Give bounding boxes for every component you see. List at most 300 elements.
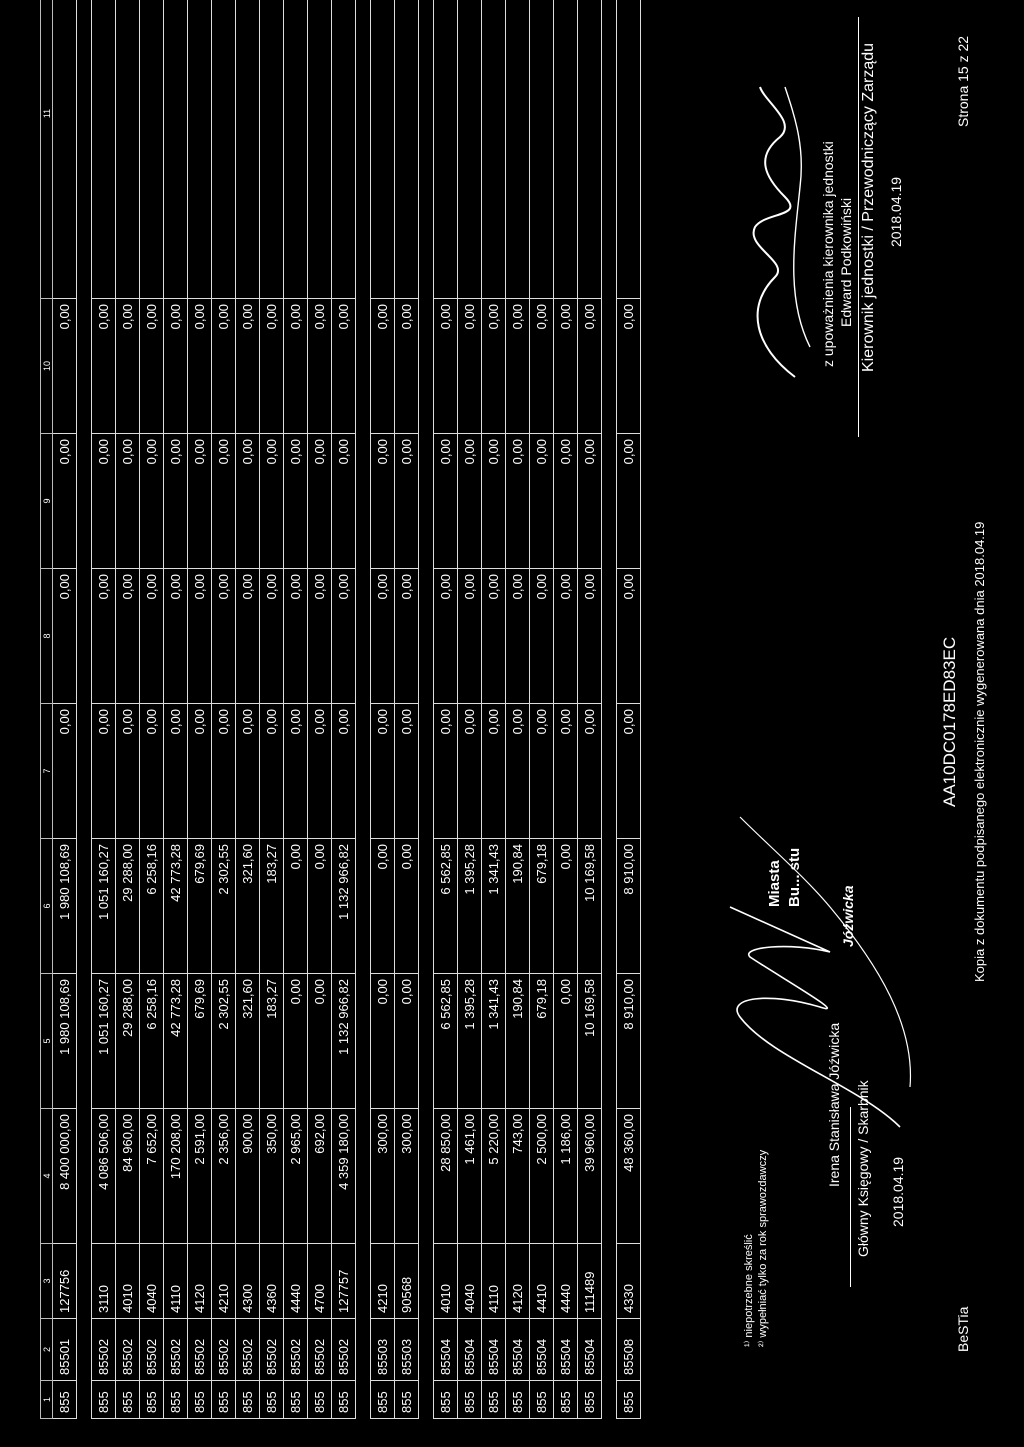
table-cell: 85502 — [92, 1319, 116, 1381]
table-cell: 0,00 — [308, 434, 332, 569]
table-cell: 4210 — [371, 1244, 395, 1319]
table-cell: 0,00 — [506, 704, 530, 839]
table-cell — [530, 0, 554, 299]
table-cell: 85502 — [284, 1319, 308, 1381]
table-cell: 42 773,28 — [164, 974, 188, 1109]
table-cell: 0,00 — [434, 434, 458, 569]
table-cell: 85502 — [260, 1319, 284, 1381]
table-row — [140, 0, 164, 1419]
table-cell: 111489 — [578, 1244, 602, 1319]
table-cell: 4010 — [116, 1244, 140, 1319]
table-cell: 2 302,55 — [212, 974, 236, 1109]
table-cell: 0,00 — [236, 704, 260, 839]
table-cell: 4110 — [164, 1244, 188, 1319]
table-cell: 0,00 — [92, 299, 116, 434]
table-cell: 855 — [482, 1381, 506, 1419]
table-cell: 0,00 — [530, 299, 554, 434]
table-cell: 0,00 — [116, 569, 140, 704]
table-cell: 855 — [188, 1381, 212, 1419]
table-row — [92, 0, 116, 1419]
table-cell: 127756 — [53, 1244, 77, 1319]
authorization-note: z upoważnienia kierownika jednostki — [820, 141, 836, 367]
table-cell: 0,00 — [617, 704, 641, 839]
budget-table — [40, 0, 641, 1419]
table-cell: 1 461,00 — [458, 1109, 482, 1244]
column-number: 2 — [41, 1319, 53, 1381]
table-cell: 1 395,28 — [458, 839, 482, 974]
table-cell: 4120 — [188, 1244, 212, 1319]
table-cell: 39 960,00 — [578, 1109, 602, 1244]
table-cell: 1 341,43 — [482, 974, 506, 1109]
table-cell: 0,00 — [140, 434, 164, 569]
table-cell: 855 — [434, 1381, 458, 1419]
table-cell: 127757 — [332, 1244, 356, 1319]
table-cell: 0,00 — [458, 299, 482, 434]
table-cell: 0,00 — [395, 434, 419, 569]
table-cell: 0,00 — [92, 704, 116, 839]
table-cell: 0,00 — [308, 299, 332, 434]
table-cell: 0,00 — [212, 299, 236, 434]
table-row — [578, 0, 602, 1419]
table-cell: 0,00 — [284, 974, 308, 1109]
table-cell: 170 208,00 — [164, 1109, 188, 1244]
table-cell: 0,00 — [164, 434, 188, 569]
table-cell: 855 — [458, 1381, 482, 1419]
page-number: Strona 15 z 22 — [955, 35, 971, 127]
table-cell: 0,00 — [116, 434, 140, 569]
table-cell: 85504 — [482, 1319, 506, 1381]
table-cell: 855 — [260, 1381, 284, 1419]
table-cell: 4410 — [530, 1244, 554, 1319]
table-cell — [308, 0, 332, 299]
table-cell: 85504 — [458, 1319, 482, 1381]
group-separator — [602, 0, 617, 1419]
table-cell: 1 980 108,69 — [53, 839, 77, 974]
table-cell: 321,60 — [236, 839, 260, 974]
table-cell: 0,00 — [530, 569, 554, 704]
table-cell: 0,00 — [395, 569, 419, 704]
table-row — [434, 0, 458, 1419]
table-row — [617, 0, 641, 1419]
table-cell: 855 — [116, 1381, 140, 1419]
table-cell: 4 086 506,00 — [92, 1109, 116, 1244]
table-row — [371, 0, 395, 1419]
table-cell: 0,00 — [284, 569, 308, 704]
table-cell: 4010 — [434, 1244, 458, 1319]
table-row — [116, 0, 140, 1419]
table-cell: 4120 — [506, 1244, 530, 1319]
table-cell: 0,00 — [395, 704, 419, 839]
table-cell: 855 — [617, 1381, 641, 1419]
table-cell: 0,00 — [53, 704, 77, 839]
table-cell: 0,00 — [506, 434, 530, 569]
table-row — [260, 0, 284, 1419]
table-cell: 0,00 — [308, 704, 332, 839]
table-cell: 6 258,16 — [140, 974, 164, 1109]
table-cell: 679,69 — [188, 839, 212, 974]
table-cell: 0,00 — [140, 569, 164, 704]
table-cell: 0,00 — [482, 299, 506, 434]
table-cell: 0,00 — [554, 434, 578, 569]
table-cell: 4360 — [260, 1244, 284, 1319]
group-separator — [77, 0, 92, 1419]
table-cell: 85502 — [308, 1319, 332, 1381]
table-cell: 855 — [554, 1381, 578, 1419]
table-cell: 85502 — [140, 1319, 164, 1381]
table-cell: 1 186,00 — [554, 1109, 578, 1244]
table-cell: 8 400 000,00 — [53, 1109, 77, 1244]
table-cell: 0,00 — [617, 299, 641, 434]
manager-date: 2018.04.19 — [888, 176, 904, 247]
table-cell: 48 360,00 — [617, 1109, 641, 1244]
table-row — [236, 0, 260, 1419]
table-cell: 1 051 160,27 — [92, 974, 116, 1109]
table-cell — [116, 0, 140, 299]
table-cell: 0,00 — [371, 704, 395, 839]
table-cell: 190,84 — [506, 974, 530, 1109]
table-cell: 0,00 — [284, 299, 308, 434]
stamp-text-1: Miasta — [766, 860, 783, 907]
table-cell: 855 — [395, 1381, 419, 1419]
table-cell: 5 220,00 — [482, 1109, 506, 1244]
table-cell: 190,84 — [506, 839, 530, 974]
table-cell: 6 562,85 — [434, 974, 458, 1109]
table-cell — [332, 0, 356, 299]
table-cell: 4300 — [236, 1244, 260, 1319]
table-cell: 0,00 — [578, 434, 602, 569]
table-cell — [458, 0, 482, 299]
table-cell: 4330 — [617, 1244, 641, 1319]
table-cell: 0,00 — [236, 299, 260, 434]
table-cell: 0,00 — [53, 569, 77, 704]
footnote-2: ²⁾ wypełniać tylko za rok sprawozdawczy — [757, 1149, 769, 1347]
table-cell: 0,00 — [212, 704, 236, 839]
table-cell: 855 — [332, 1381, 356, 1419]
software-name: BeSTia — [955, 1306, 971, 1352]
table-cell: 0,00 — [458, 704, 482, 839]
table-cell: 0,00 — [53, 299, 77, 434]
table-cell — [284, 0, 308, 299]
table-cell: 855 — [506, 1381, 530, 1419]
table-cell: 855 — [164, 1381, 188, 1419]
table-cell: 0,00 — [371, 299, 395, 434]
table-cell: 4700 — [308, 1244, 332, 1319]
table-cell: 0,00 — [458, 434, 482, 569]
table-cell: 679,69 — [188, 974, 212, 1109]
table-cell: 0,00 — [395, 299, 419, 434]
table-cell: 85504 — [434, 1319, 458, 1381]
manager-signature — [725, 67, 835, 387]
column-number: 8 — [41, 569, 53, 704]
column-number: 9 — [41, 434, 53, 569]
group-separator — [356, 0, 371, 1419]
table-cell: 85504 — [554, 1319, 578, 1381]
table-cell: 183,27 — [260, 974, 284, 1109]
table-cell: 85502 — [188, 1319, 212, 1381]
table-cell: 350,00 — [260, 1109, 284, 1244]
table-cell: 85502 — [236, 1319, 260, 1381]
table-cell: 0,00 — [260, 299, 284, 434]
table-cell: 85504 — [578, 1319, 602, 1381]
table-cell: 2 965,00 — [284, 1109, 308, 1244]
column-number-row — [41, 0, 53, 1419]
table-cell — [482, 0, 506, 299]
table-cell: 0,00 — [236, 434, 260, 569]
table-cell: 0,00 — [260, 434, 284, 569]
table-cell: 1 395,28 — [458, 974, 482, 1109]
table-cell — [617, 0, 641, 299]
table-row — [530, 0, 554, 1419]
table-row — [482, 0, 506, 1419]
column-number: 3 — [41, 1244, 53, 1319]
table-cell: 855 — [212, 1381, 236, 1419]
table-cell: 3110 — [92, 1244, 116, 1319]
table-cell: 0,00 — [164, 704, 188, 839]
table-cell: 855 — [284, 1381, 308, 1419]
table-cell: 0,00 — [308, 839, 332, 974]
table-cell: 0,00 — [434, 569, 458, 704]
stamp-text-2: Bu... stu — [786, 847, 803, 907]
table-cell: 0,00 — [284, 704, 308, 839]
table-row — [284, 0, 308, 1419]
table-cell — [236, 0, 260, 299]
table-cell: 855 — [92, 1381, 116, 1419]
column-number: 6 — [41, 839, 53, 974]
table-cell — [554, 0, 578, 299]
table-cell: 2 500,00 — [530, 1109, 554, 1244]
table-cell: 29 288,00 — [116, 839, 140, 974]
table-cell — [578, 0, 602, 299]
table-cell: 1 980 108,69 — [53, 974, 77, 1109]
table-cell: 0,00 — [212, 434, 236, 569]
chief-accountant-role: Główny Księgowy / Skarbnik — [855, 1080, 871, 1257]
table-row — [332, 0, 356, 1419]
table-cell: 692,00 — [308, 1109, 332, 1244]
table-row — [506, 0, 530, 1419]
table-cell: 4110 — [482, 1244, 506, 1319]
table-cell: 0,00 — [92, 569, 116, 704]
table-cell: 0,00 — [260, 704, 284, 839]
table-cell: 4210 — [212, 1244, 236, 1319]
table-cell: 4440 — [554, 1244, 578, 1319]
table-cell: 855 — [140, 1381, 164, 1419]
table-cell: 300,00 — [371, 1109, 395, 1244]
table-cell: 0,00 — [260, 569, 284, 704]
table-cell: 85503 — [371, 1319, 395, 1381]
table-cell: 1 132 966,82 — [332, 839, 356, 974]
table-cell — [53, 0, 77, 299]
table-cell: 8 910,00 — [617, 974, 641, 1109]
column-number: 4 — [41, 1109, 53, 1244]
table-cell: 90568 — [395, 1244, 419, 1319]
table-cell — [371, 0, 395, 299]
table-cell: 2 591,00 — [188, 1109, 212, 1244]
table-cell: 0,00 — [140, 299, 164, 434]
table-cell: 10 169,58 — [578, 974, 602, 1109]
table-cell: 0,00 — [371, 839, 395, 974]
table-cell: 0,00 — [578, 704, 602, 839]
table-cell: 0,00 — [578, 299, 602, 434]
table-cell: 85501 — [53, 1319, 77, 1381]
table-cell: 2 356,00 — [212, 1109, 236, 1244]
table-cell: 0,00 — [188, 299, 212, 434]
table-cell: 0,00 — [116, 704, 140, 839]
column-number: 7 — [41, 704, 53, 839]
table-cell: 0,00 — [332, 569, 356, 704]
table-cell: 0,00 — [434, 299, 458, 434]
table-cell: 10 169,58 — [578, 839, 602, 974]
table-cell — [188, 0, 212, 299]
manager-name: Edward Podkowiński — [838, 197, 854, 327]
table-cell: 855 — [308, 1381, 332, 1419]
table-cell: 0,00 — [308, 974, 332, 1109]
table-cell: 0,00 — [212, 569, 236, 704]
table-cell: 85504 — [530, 1319, 554, 1381]
column-number: 10 — [41, 299, 53, 434]
table-cell: 855 — [530, 1381, 554, 1419]
footnote-1: ¹⁾ niepotrzebne skreślić — [743, 1234, 755, 1347]
table-cell: 0,00 — [395, 839, 419, 974]
table-cell: 0,00 — [554, 299, 578, 434]
table-cell: 679,18 — [530, 974, 554, 1109]
table-cell: 0,00 — [482, 569, 506, 704]
table-cell: 855 — [371, 1381, 395, 1419]
table-cell: 0,00 — [506, 569, 530, 704]
table-cell: 321,60 — [236, 974, 260, 1109]
table-cell: 28 850,00 — [434, 1109, 458, 1244]
table-cell: 0,00 — [188, 434, 212, 569]
table-cell: 4440 — [284, 1244, 308, 1319]
table-cell: 4 359 180,00 — [332, 1109, 356, 1244]
table-cell: 0,00 — [284, 434, 308, 569]
table-cell: 85502 — [116, 1319, 140, 1381]
table-cell: 0,00 — [308, 569, 332, 704]
table-row — [164, 0, 188, 1419]
table-cell: 0,00 — [554, 569, 578, 704]
table-cell: 0,00 — [371, 434, 395, 569]
table-cell: 0,00 — [554, 839, 578, 974]
table-cell: 0,00 — [188, 704, 212, 839]
table-cell: 0,00 — [395, 974, 419, 1109]
electronic-copy-note: Kopia z dokumentu podpisanego elektronicznie wygenerowana dnia 2018.04.19 — [972, 521, 987, 982]
table-cell: 0,00 — [371, 569, 395, 704]
table-cell — [395, 0, 419, 299]
table-cell: 85504 — [506, 1319, 530, 1381]
table-row — [308, 0, 332, 1419]
table-cell: 8 910,00 — [617, 839, 641, 974]
table-cell: 2 302,55 — [212, 839, 236, 974]
column-number: 5 — [41, 974, 53, 1109]
table-cell: 1 051 160,27 — [92, 839, 116, 974]
table-cell: 679,18 — [530, 839, 554, 974]
column-number: 11 — [41, 0, 53, 299]
table-cell: 0,00 — [164, 299, 188, 434]
table-cell: 84 960,00 — [116, 1109, 140, 1244]
table-row — [458, 0, 482, 1419]
table-cell: 0,00 — [482, 434, 506, 569]
manager-signature-line — [858, 17, 859, 437]
table-cell — [260, 0, 284, 299]
table-cell: 85503 — [395, 1319, 419, 1381]
table-cell: 855 — [578, 1381, 602, 1419]
table-cell — [92, 0, 116, 299]
table-cell — [212, 0, 236, 299]
table-cell: 0,00 — [458, 569, 482, 704]
table-cell: 183,27 — [260, 839, 284, 974]
table-cell: 0,00 — [482, 704, 506, 839]
table-cell: 0,00 — [506, 299, 530, 434]
official-stamp — [760, 807, 860, 967]
table-cell: 300,00 — [395, 1109, 419, 1244]
table-cell: 743,00 — [506, 1109, 530, 1244]
table-cell: 0,00 — [617, 569, 641, 704]
table-cell: 0,00 — [332, 434, 356, 569]
table-cell: 85508 — [617, 1319, 641, 1381]
table-cell — [140, 0, 164, 299]
table-row — [395, 0, 419, 1419]
table-cell: 6 562,85 — [434, 839, 458, 974]
table-cell: 0,00 — [332, 704, 356, 839]
table-cell: 0,00 — [554, 974, 578, 1109]
table-row — [554, 0, 578, 1419]
table-cell: 0,00 — [164, 569, 188, 704]
table-cell: 4040 — [140, 1244, 164, 1319]
table-cell: 0,00 — [236, 569, 260, 704]
table-cell: 1 341,43 — [482, 839, 506, 974]
table-cell: 85502 — [212, 1319, 236, 1381]
table-cell: 900,00 — [236, 1109, 260, 1244]
table-cell: 855 — [53, 1381, 77, 1419]
manager-role: Kierownik jednostki / Przewodniczący Zarządu — [860, 42, 877, 372]
table-cell: 0,00 — [617, 434, 641, 569]
stamp-text-3: Jóźwicka — [840, 885, 856, 947]
table-cell: 0,00 — [530, 434, 554, 569]
table-cell: 29 288,00 — [116, 974, 140, 1109]
table-cell: 0,00 — [284, 839, 308, 974]
table-cell: 0,00 — [92, 434, 116, 569]
table-cell: 85502 — [164, 1319, 188, 1381]
table-cell: 7 652,00 — [140, 1109, 164, 1244]
table-cell: 0,00 — [116, 299, 140, 434]
column-number: 1 — [41, 1381, 53, 1419]
table-cell: 0,00 — [371, 974, 395, 1109]
table-row — [188, 0, 212, 1419]
table-cell — [434, 0, 458, 299]
table-cell: 1 132 966,82 — [332, 974, 356, 1109]
table-cell: 0,00 — [188, 569, 212, 704]
table-cell: 0,00 — [554, 704, 578, 839]
table-cell: 855 — [236, 1381, 260, 1419]
table-cell: 4040 — [458, 1244, 482, 1319]
table-cell: 0,00 — [140, 704, 164, 839]
chief-accountant-date: 2018.04.19 — [890, 1156, 906, 1227]
table-cell — [164, 0, 188, 299]
group-separator — [419, 0, 434, 1419]
table-cell: 85502 — [332, 1319, 356, 1381]
table-cell — [506, 0, 530, 299]
table-row — [53, 0, 77, 1419]
table-cell: 0,00 — [578, 569, 602, 704]
table-cell: 0,00 — [530, 704, 554, 839]
table-cell: 0,00 — [332, 299, 356, 434]
document-id: AA10DC0178ED83EC — [940, 636, 959, 807]
table-cell: 42 773,28 — [164, 839, 188, 974]
table-cell: 0,00 — [53, 434, 77, 569]
chief-accountant-name: Irena Stanisława Jóźwicka — [826, 1022, 842, 1187]
table-cell: 0,00 — [434, 704, 458, 839]
table-row — [212, 0, 236, 1419]
table-cell: 6 258,16 — [140, 839, 164, 974]
